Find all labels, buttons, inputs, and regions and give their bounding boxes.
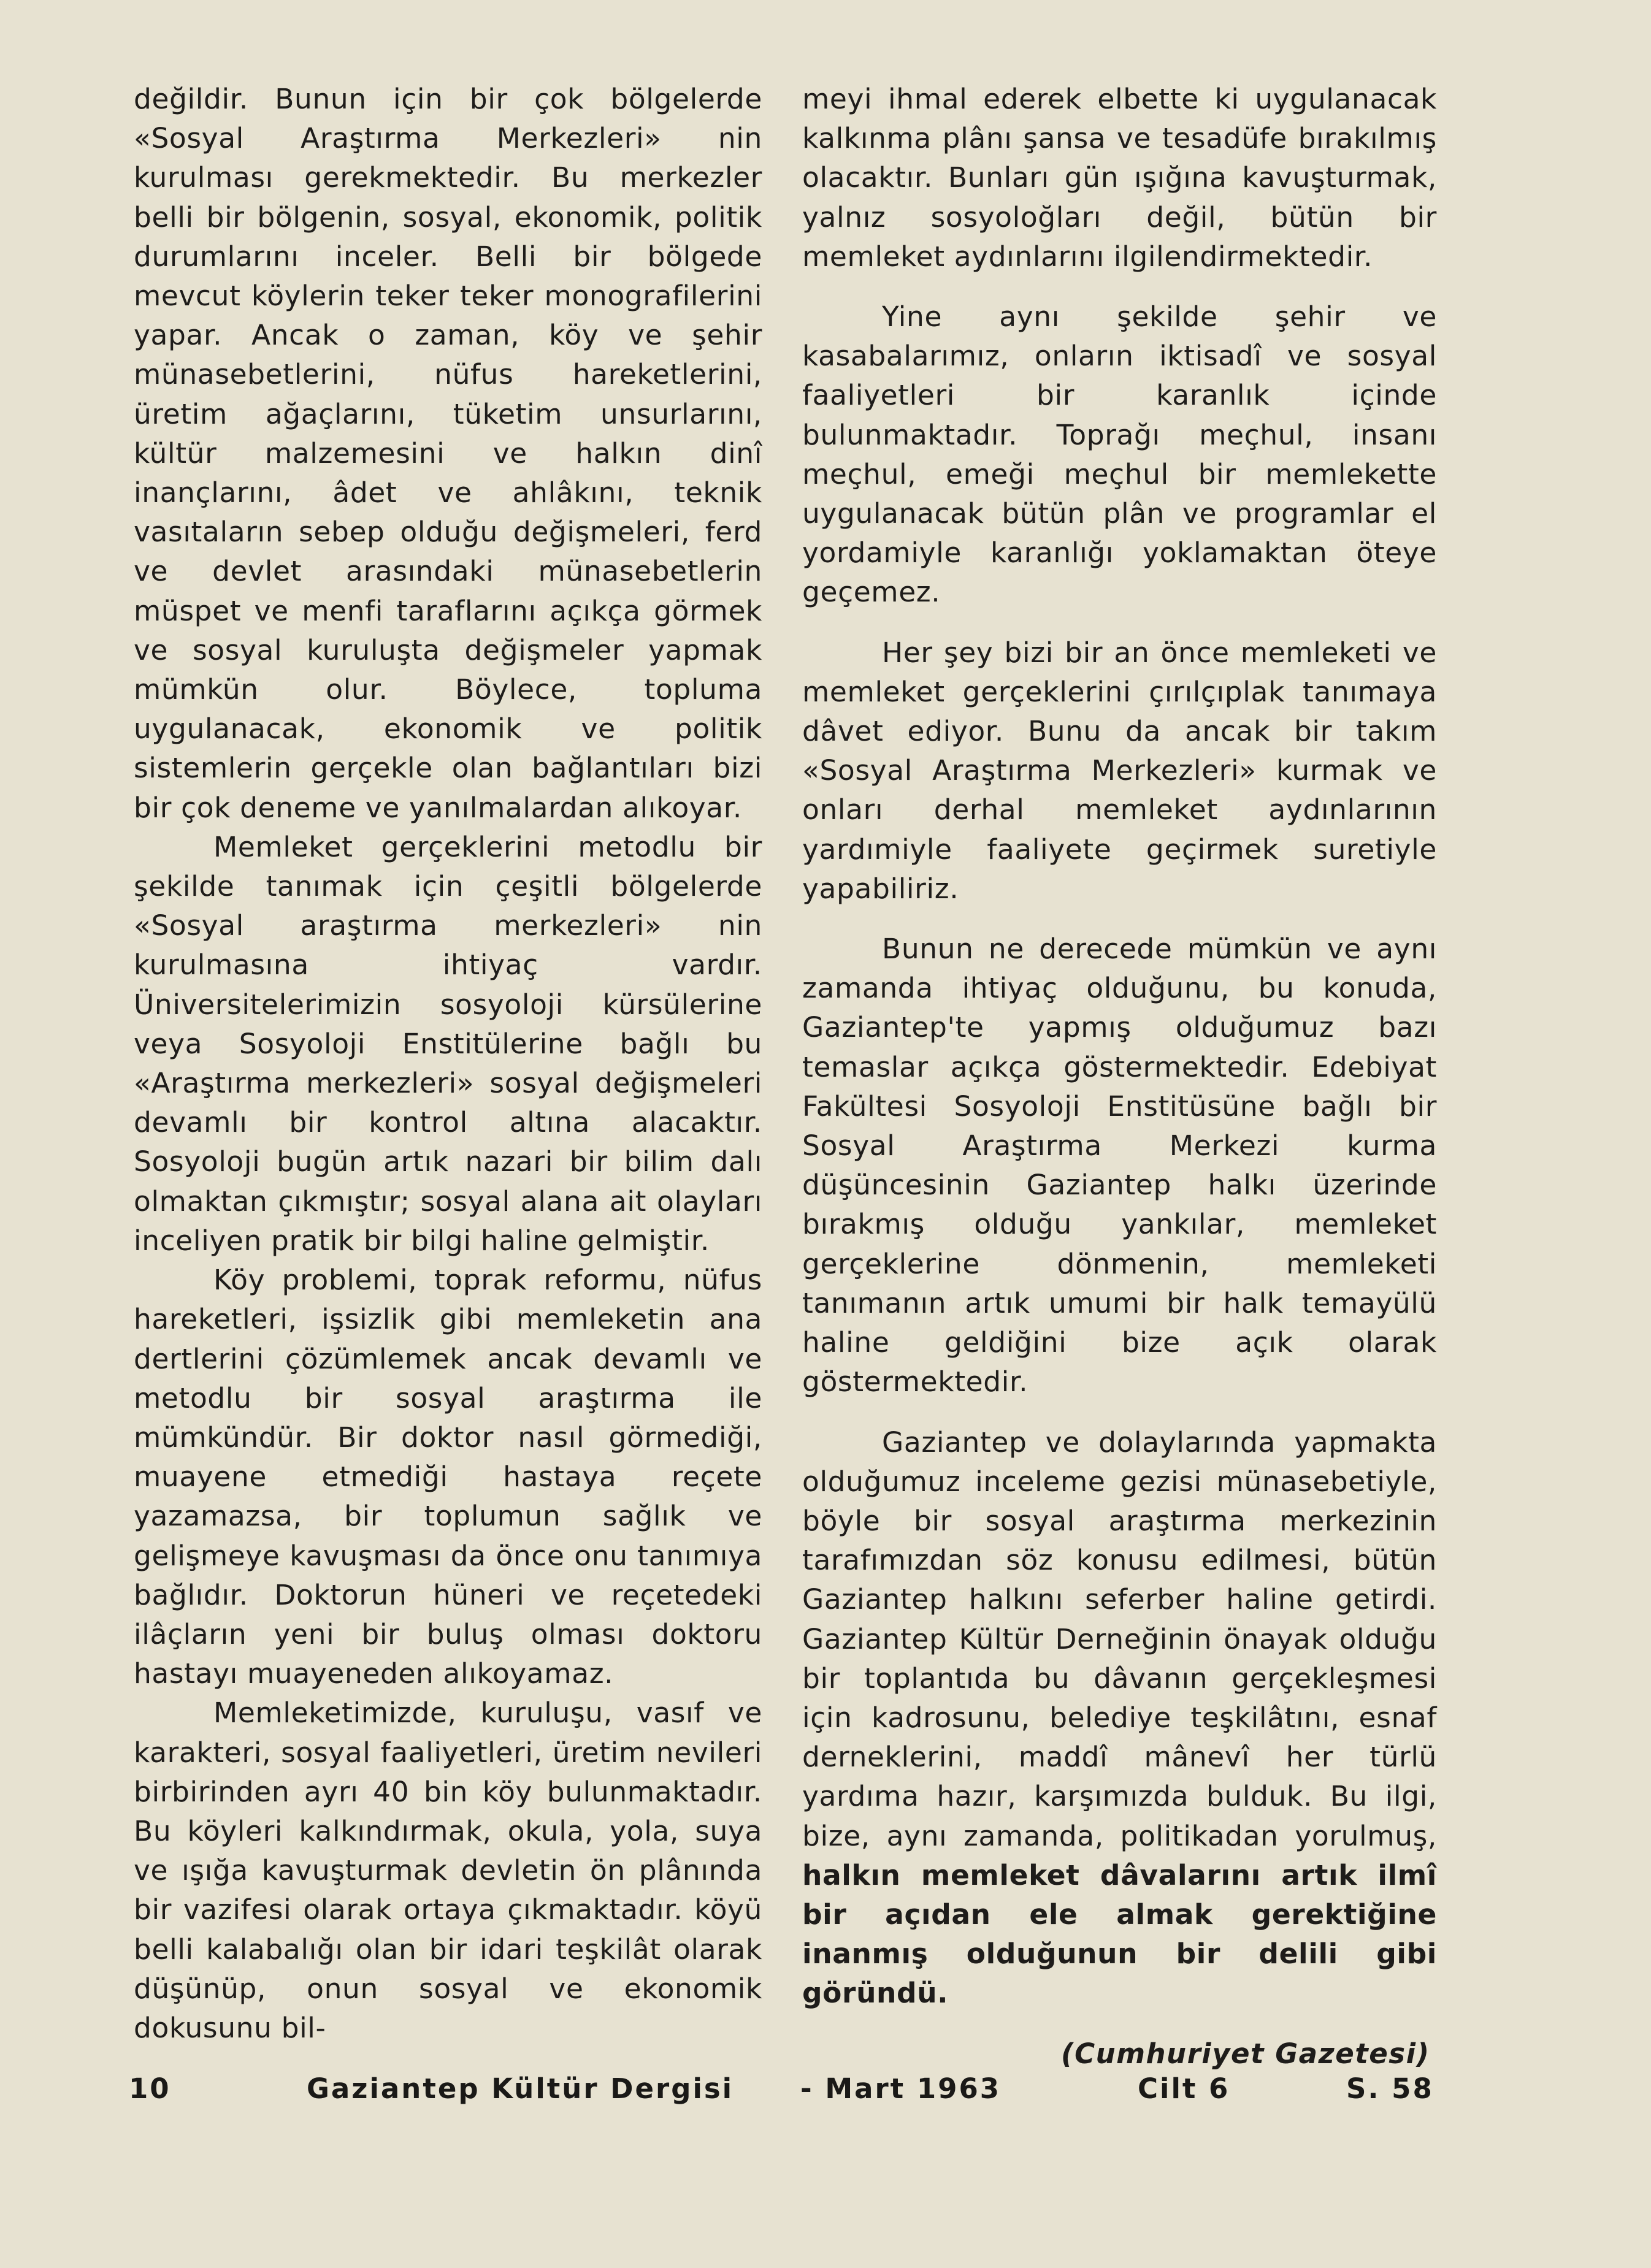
footer-page-number: 10: [129, 2072, 171, 2105]
footer-issue: S. 58: [1346, 2072, 1434, 2105]
right-paragraph-4: Bunun ne derecede mümkün ve aynı zamanda ihtiyaç olduğunu, bu konuda, Gaziantep'te yapmış olduğumuz bazı temaslar açıkça göstermektedir. Edebiyat Fakültesi Sosyoloji Enstitüsüne bağlı bir Sosyal Araştırma Merkezi kurma düşüncesinin Gaziantep halkı üzerinde bırakmış olduğu yankılar, memleket gerçeklerine dönmenin, memleketi tanımanın artık umumi bir halk temayülü haline geldiğini bize açık olarak göstermektedir.: [802, 933, 1437, 1399]
left-column: [134, 80, 762, 2048]
left-paragraph-2: Memleket gerçeklerini metodlu bir şekilde tanımak için çeşitli bölgelerde «Sosyal araştırma merkezleri» nin kurulmasına ihtiyaç vardır. Üniversitelerimizin sosyoloji kürsülerine veya Sosyoloji Enstitülerine bağlı bu «Araştırma merkezleri» sosyal değişmeleri devamlı bir kontrol altına alacaktır. Sosyoloji bugün artık nazari bir bilim dalı olmaktan çıkmıştır; sosyal alana ait olayları inceliyen pratik bir bilgi haline gelmiştir.: [134, 830, 762, 1257]
right-column: [802, 80, 1437, 2014]
left-paragraph-4: Memleketimizde, kuruluşu, vasıf ve karakteri, sosyal faaliyetleri, üretim nevileri birbirinden ayrı 40 bin köy bulunmaktadır. Bu köyleri kalkındırmak, okula, yola, suya ve ışığa kavuşturmak devletin ön plânında bir vazifesi olarak ortaya çıkmaktadır. köyü belli kalabalığı olan bir idari teşkilât olarak düşünüp, onun sosyal ve ekonomik dokusunu bil-: [134, 1697, 762, 2044]
footer-date: - Mart 1963: [800, 2072, 1002, 2105]
left-paragraph-3: Köy problemi, toprak reformu, nüfus hareketleri, işsizlik gibi memleketin ana dertlerini çözümlemek ancak devamlı ve metodlu bir sosyal araştırma ile mümkündür. Bir doktor nasıl görmediği, muayene etmediği hastaya reçete yazamazsa, bir toplumun sağlık ve gelişmeye kavuşması da önce onu tanımıya bağlıdır. Doktorun hüneri ve reçetedeki ilâçların yeni bir buluş olması doktoru hastayı muayeneden alıkoyamaz.: [134, 1264, 762, 1690]
right-paragraph-5-bold: halkın memleket dâvalarını artık ilmî bir açıdan ele almak gerektiğine inanmış olduğunun bir delili gibi göründü.: [802, 1858, 1437, 2010]
source-signature: (Cumhuriyet Gazetesi): [1061, 2037, 1430, 2070]
right-paragraph-5: [802, 1423, 1437, 2014]
right-paragraph-3: Her şey bizi bir an önce memleketi ve memleket gerçeklerini çırılçıplak tanımaya dâvet ediyor. Bunu da ancak bir takım «Sosyal Araştırma Merkezleri» kurmak ve onları derhal memleket aydınlarının yardımiyle faaliyete geçirmek suretiyle yapabiliriz.: [802, 636, 1437, 905]
footer-volume: Cilt 6: [1138, 2072, 1230, 2105]
left-paragraph-1: değildir. Bunun için bir çok bölgelerde «Sosyal Araştırma Merkezleri» nin kurulması gerekmektedir. Bu merkezler belli bir bölgenin, sosyal, ekonomik, politik durumlarını inceler. Belli bir bölgede mevcut köylerin teker teker monografilerini yapar. Ancak o zaman, köy ve şehir münasebetlerini, nüfus hareketlerini, üretim ağaçlarını, tüketim unsurlarını, kültür malzemesini ve halkın dinî inançlarını, âdet ve ahlâkını, teknik vasıtaların sebep olduğu değişmeleri, ferd ve devlet arasındaki münasebetlerin müspet ve menfi taraflarını açıkça görmek ve sosyal kuruluşta değişmeler yapmak mümkün olur. Böylece, topluma uygulanacak, ekonomik ve politik sistemlerin gerçekle olan bağlantıları bizi bir çok deneme ve yanılmalardan alıkoyar.: [134, 83, 762, 824]
right-paragraph-5-text: Gaziantep ve dolaylarında yapmakta olduğumuz inceleme gezisi münasebetiyle, böyle bir sosyal araştırma merkezinin tarafımızdan söz konusu edilmesi, bütün Gaziantep halkını seferber haline getirdi. Gaziantep Kültür Derneğinin önayak olduğu bir toplantıda bu dâvanın gerçekleşmesi için kadrosunu, belediye teşkilâtını, esnaf derneklerini, maddî mânevî her türlü yardıma hazır, karşımızda bulduk. Bu ilgi, bize, aynı zamanda, politikadan yorulmuş,: [802, 1426, 1437, 1852]
footer-magazine-title: Gaziantep Kültür Dergisi: [307, 2072, 734, 2105]
right-paragraph-1: meyi ihmal ederek elbette ki uygulanacak kalkınma plânı şansa ve tesadüfe bırakılmış olacaktır. Bunları gün ışığına kavuşturmak, yalnız sosyoloğları değil, bütün bir memleket aydınlarını ilgilendirmektedir.: [802, 83, 1437, 273]
right-paragraph-2: Yine aynı şekilde şehir ve kasabalarımız, onların iktisadî ve sosyal faaliyetleri bir karanlık içinde bulunmaktadır. Toprağı meçhul, insanı meçhul, emeği meçhul bir memlekette uygulanacak bütün plân ve programlar el yordamiyle karanlığı yoklamaktan öteye geçemez.: [802, 300, 1437, 609]
